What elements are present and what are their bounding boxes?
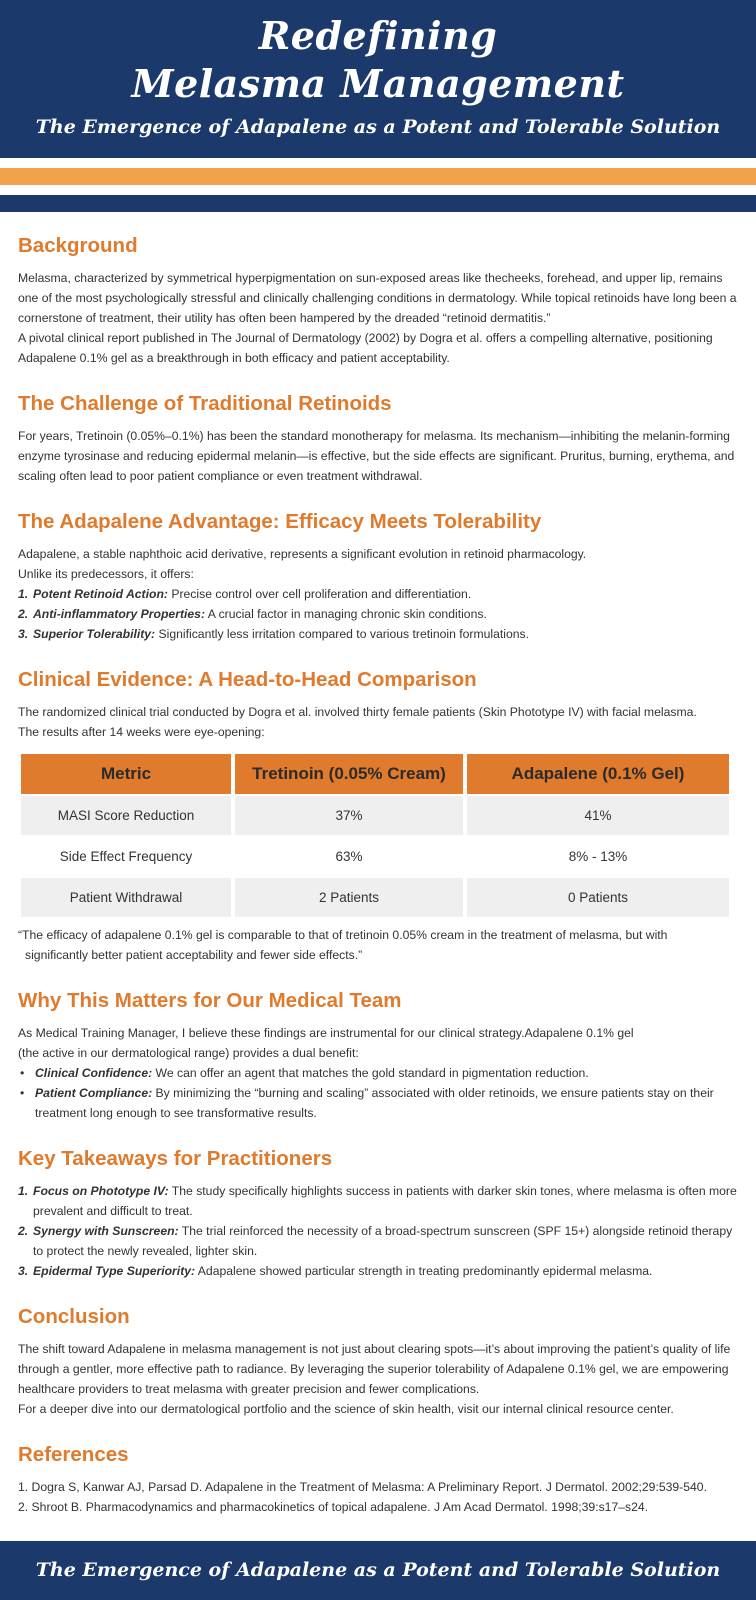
section-takeaways xyxy=(18,1145,742,1281)
paragraph: (the active in our dermatological range) provides a dual benefit: xyxy=(18,1046,359,1060)
paragraph: The shift toward Adapalene in melasma management is not just about clearing spots—it’s about improving the patient’s quality of life through a gentler, more effective path to radiance. By leveraging the superior tolerability of Adapalene 0.1% gel, we are empowering healthcare providers to treat melasma with greater precision and fewer complications. xyxy=(18,1342,731,1396)
item-number: 1. xyxy=(18,1184,29,1198)
section-evidence xyxy=(18,666,742,965)
table-row xyxy=(21,796,729,835)
item-label: Epidermal Type Superiority: xyxy=(33,1264,196,1278)
item-text: We can offer an agent that matches the gold standard in pigmentation reduction. xyxy=(152,1066,589,1080)
item-number: 3. xyxy=(18,627,29,641)
table-cell: 8% - 13% xyxy=(568,849,628,864)
navy-divider-stripe xyxy=(0,195,756,212)
bullet-item xyxy=(18,1083,742,1123)
section-why-matters xyxy=(18,987,742,1123)
paragraph: The results after 14 weeks were eye-opening: xyxy=(18,725,265,739)
header-banner xyxy=(0,0,756,158)
item-text: A crucial factor in managing chronic skin conditions. xyxy=(205,607,487,621)
paragraph: For years, Tretinoin (0.05%–0.1%) has been the standard monotherapy for melasma. Its mechanism—inhibiting the melanin-forming enzyme tyrosinase and reducing epidermal melanin—is effective, but the side effects are significant. Pruritus, burning, erythema, and scaling often lead to poor patient compliance or even treatment withdrawal. xyxy=(18,429,735,483)
paragraph: Unlike its predecessors, it offers: xyxy=(18,567,194,581)
item-label: Focus on Phototype IV: xyxy=(33,1184,169,1198)
table-header-row xyxy=(21,754,729,794)
section-heading: Conclusion xyxy=(18,1305,130,1328)
section-heading: References xyxy=(18,1443,129,1466)
item-label: Superior Tolerability: xyxy=(33,627,156,641)
bullet-item xyxy=(18,1063,742,1083)
section-heading: Background xyxy=(18,234,138,257)
table-cell: 63% xyxy=(335,849,363,864)
item-label: Potent Retinoid Action: xyxy=(33,587,168,601)
quote-line: significantly better patient acceptability and fewer side effects.” xyxy=(25,948,363,962)
item-label: Patient Compliance: xyxy=(35,1086,153,1100)
page-subtitle: The Emergence of Adapalene as a Potent and Tolerable Solution xyxy=(35,116,721,138)
table-cell: Patient Withdrawal xyxy=(21,878,231,917)
item-label: Clinical Confidence: xyxy=(35,1066,153,1080)
column-header: Tretinoin (0.05% Cream) xyxy=(235,754,463,794)
orange-divider-stripe xyxy=(0,168,756,185)
section-references xyxy=(18,1441,742,1517)
item-text: Precise control over cell proliferation and differentiation. xyxy=(167,587,472,601)
section-challenge xyxy=(18,390,742,486)
section-heading: The Challenge of Traditional Retinoids xyxy=(18,392,392,415)
reference-item: 2. Shroot B. Pharmacodynamics and pharmacokinetics of topical adapalene. J Am Acad Dermatol. 1998;39:s17–s24. xyxy=(18,1500,649,1514)
item-text: The trial reinforced the necessity of a broad-spectrum sunscreen (SPF 15+) alongside retinoid therapy to protect the newly revealed, lighter skin. xyxy=(33,1224,733,1258)
paragraph: As Medical Training Manager, I believe these findings are instrumental for our clinical strategy.Adapalene 0.1% gel xyxy=(18,1026,634,1040)
section-background xyxy=(18,232,742,368)
item-number: 3. xyxy=(18,1264,29,1278)
paragraph: The randomized clinical trial conducted by Dogra et al. involved thirty female patients (Skin Phototype IV) with facial melasma. xyxy=(18,705,697,719)
table-row xyxy=(21,837,729,876)
table-cell: 2 Patients xyxy=(235,878,463,917)
comparison-table xyxy=(17,752,733,919)
section-heading: Clinical Evidence: A Head-to-Head Comparison xyxy=(18,668,477,691)
table-cell: Side Effect Frequency xyxy=(59,849,193,864)
numbered-item xyxy=(18,1221,742,1261)
item-number: 1. xyxy=(18,587,29,601)
item-text: The study specifically highlights success in patients with darker skin tones, where melasma is often more prevalent and difficult to treat. xyxy=(33,1184,737,1218)
paragraph: Adapalene, a stable naphthoic acid derivative, represents a significant evolution in retinoid pharmacology. xyxy=(18,547,587,561)
reference-item: 1. Dogra S, Kanwar AJ, Parsad D. Adapalene in the Treatment of Melasma: A Preliminary Report. J Dermatol. 2002;29:539-540. xyxy=(18,1480,707,1494)
table-row xyxy=(21,878,729,917)
section-conclusion xyxy=(18,1303,742,1419)
numbered-item xyxy=(18,624,742,644)
section-advantage xyxy=(18,508,742,644)
item-text: Adapalene showed particular strength in treating predominantly epidermal melasma. xyxy=(195,1264,653,1278)
item-label: Anti-inflammatory Properties: xyxy=(33,607,206,621)
table-cell: 37% xyxy=(235,796,463,835)
section-heading: Key Takeaways for Practitioners xyxy=(18,1147,333,1170)
title-line-2: Melasma Management xyxy=(131,61,625,106)
numbered-item xyxy=(18,584,742,604)
table-cell: 0 Patients xyxy=(467,878,729,917)
column-header: Adapalene (0.1% Gel) xyxy=(467,754,729,794)
item-text: By minimizing the “burning and scaling” associated with older retinoids, we ensure patients stay on their treatment long enough to see transformative results. xyxy=(35,1086,714,1120)
numbered-item xyxy=(18,604,742,624)
item-text: Significantly less irritation compared to various tretinoin formulations. xyxy=(155,627,530,641)
footer-banner: The Emergence of Adapalene as a Potent and Tolerable Solution xyxy=(0,1541,756,1600)
quote-line: “The efficacy of adapalene 0.1% gel is comparable to that of tretinoin 0.05% cream in the treatment of melasma, but with xyxy=(18,928,668,942)
section-heading: The Adapalene Advantage: Efficacy Meets Tolerability xyxy=(18,510,542,533)
numbered-item xyxy=(18,1181,742,1221)
item-number: 2. xyxy=(18,1224,29,1238)
column-header: Metric xyxy=(21,754,231,794)
table-cell: 41% xyxy=(467,796,729,835)
item-label: Synergy with Sunscreen: xyxy=(33,1224,179,1238)
article-body xyxy=(18,232,742,1539)
numbered-item xyxy=(18,1261,742,1281)
title-line-1: Redefining xyxy=(258,13,498,58)
table-cell: MASI Score Reduction xyxy=(21,796,231,835)
page-title xyxy=(0,0,756,108)
section-heading: Why This Matters for Our Medical Team xyxy=(18,989,402,1012)
paragraph: For a deeper dive into our dermatological portfolio and the science of skin health, visit our internal clinical resource center. xyxy=(18,1402,674,1416)
bullet-dot-icon: • xyxy=(20,1066,25,1080)
paragraph: Melasma, characterized by symmetrical hyperpigmentation on sun-exposed areas like thecheeks, forehead, and upper lip, remains one of the most psychologically stressful and clinically challenging conditions in dermatology. While topical retinoids have long been a cornerstone of treatment, their utility has often been hampered by the dreaded “retinoid dermatitis.” xyxy=(18,271,737,325)
item-number: 2. xyxy=(18,607,29,621)
paragraph: A pivotal clinical report published in The Journal of Dermatology (2002) by Dogra et al. offers a compelling alternative, positioning Adapalene 0.1% gel as a breakthrough in both efficacy and patient acceptability. xyxy=(18,331,713,365)
bullet-dot-icon: • xyxy=(20,1086,25,1100)
